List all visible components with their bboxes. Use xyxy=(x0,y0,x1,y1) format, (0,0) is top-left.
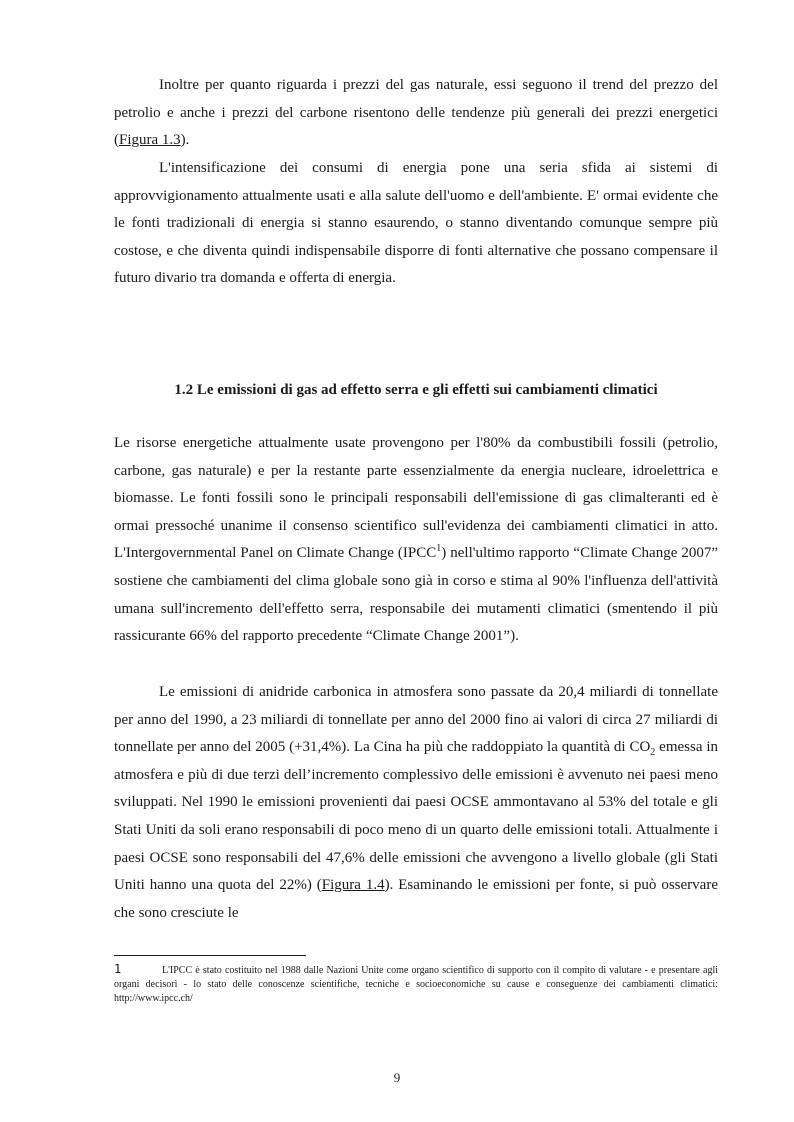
co2-subscript: 2 xyxy=(650,747,656,759)
paragraph-text: ). xyxy=(180,132,190,149)
footnote-number: 1 xyxy=(114,962,122,976)
footnote-reference-1[interactable]: 1 xyxy=(436,543,442,555)
paragraph-text: ). Esaminando le emissioni per fonte, si può osservare che sono cresciute le xyxy=(114,877,718,921)
footnote-divider xyxy=(114,955,306,956)
figure-1-4-link[interactable]: Figura 1.4 xyxy=(321,877,385,894)
paragraph-text: ) nell'ultimo rapporto “Climate Change 2007” sostiene che cambiamenti del clima globale sono già in corso e stima al 90% l'influenza dell'attività umana sull'incremento dell'effetto serra, responsabile dei mutamenti climatici (smentendo il più rassicurante 66% del rapporto precedente “Climate Change 2001”). xyxy=(114,545,718,645)
paragraph-text: emessa in atmosfera e più di due terzi dell’incremento complessivo delle emissioni è avvenuto nei paesi meno sviluppati. Nel 1990 le emissioni provenienti dai paesi OCSE ammontavano al 53% del totale e gli Stati Uniti da soli erano responsabili di poco meno di un quarto delle emissioni totali. Attualmente i paesi OCSE sono responsabili del 47,6% delle emissioni che avvengono a livello globale (gli Stati Uniti hanno una quota del 22%) ( xyxy=(114,739,719,894)
paragraph-text: Le emissioni di anidride carbonica in atmosfera sono passate da 20,4 miliardi di tonnellate per anno del 1990, a 23 miliardi di tonnellate per anno del 2000 fino ai valori di circa 27 miliardi di tonnellate per anno del 2005 (+31,4%). La Cina ha più che raddoppiato la quantità di CO xyxy=(114,684,718,756)
paragraph-co2-emissions xyxy=(114,679,718,927)
paragraph-energy-resources xyxy=(114,430,718,651)
section-heading: 1.2 Le emissioni di gas ad effetto serra e gli effetti sui cambiamenti climatici xyxy=(174,382,658,398)
page-number: 9 xyxy=(393,1070,401,1085)
footnote xyxy=(114,962,718,1006)
paragraph-text: Inoltre per quanto riguarda i prezzi del gas naturale, essi seguono il trend del prezzo del petrolio e anche i prezzi del carbone risentono delle tendenze più generali dei prezzi energetici ( xyxy=(114,77,718,149)
paragraph-energy-consumption: L'intensificazione dei consumi di energia pone una seria sfida ai sistemi di approvvigionamento attualmente usati e alla salute dell'uomo e dell'ambiente. E' ormai evidente che le fonti tradizionali di energia si stanno esaurendo, o stanno diventando comunque sempre più costose, e che diventa quindi indispensabile disporre di fonti alternative che possano compensare il futuro divario tra domanda e offerta di energia. xyxy=(114,160,718,287)
figure-1-3-link[interactable]: Figura 1.3 xyxy=(119,132,181,149)
paragraph-gas-prices xyxy=(114,72,718,155)
footnote-text: L'IPCC è stato costituito nel 1988 dalle Nazioni Unite come organo scientifico di supporto con il compito di valutare - e presentare agli organi decisori - lo stato delle conoscenze scientifiche, tecniche e socioeconomiche su cause e conseguenze dei cambiamenti climatici: http://www.ipcc.ch/ xyxy=(114,965,718,1004)
paragraph-text: Le risorse energetiche attualmente usate provengono per l'80% da combustibili fossili (petrolio, carbone, gas naturale) e per la restante parte essenzialmente da energia nucleare, idroelettrica e biomasse. Le fonti fossili sono le principali responsabili dell'emissione di gas climalteranti ed è ormai pressoché unanime il consenso scientifico sull'evidenza dei cambiamenti climatici in atto. L'Intergovernmental Panel on Climate Change (IPCC xyxy=(114,435,718,562)
